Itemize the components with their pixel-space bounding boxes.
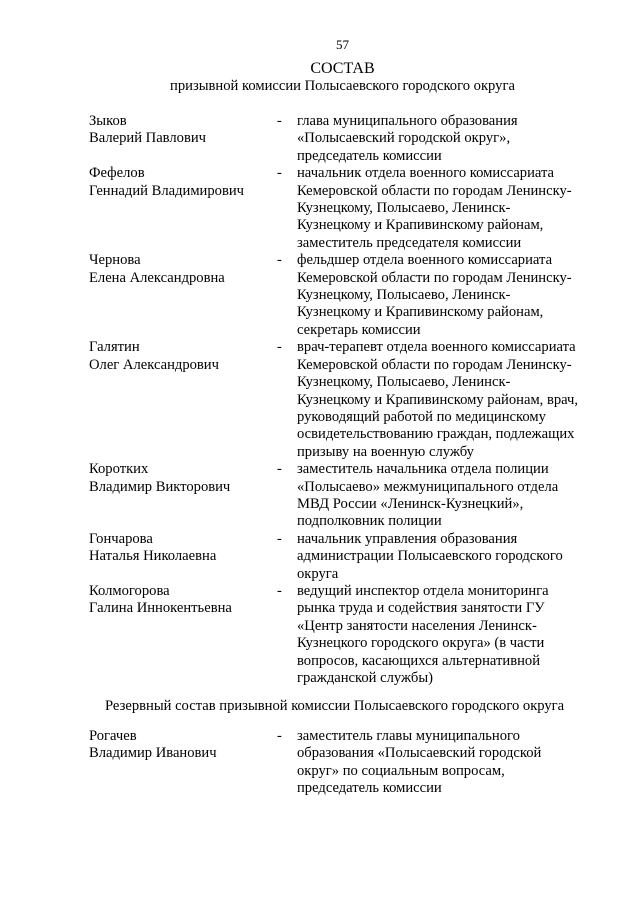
role-line: заместитель главы муниципального: [297, 728, 520, 744]
member-name: [89, 252, 289, 287]
member-role: [297, 165, 597, 252]
role-line: Кузнецкому, Полысаево, Ленинск-: [297, 374, 511, 391]
member-name: [89, 583, 289, 618]
member-entry: [0, 728, 640, 798]
member-dash: -: [277, 530, 282, 547]
role-line: секретарь комиссии: [297, 321, 421, 338]
reserve-heading: Резервный состав призывной комиссии Полысаевского городского округа: [105, 698, 565, 714]
role-line: председатель комиссии: [297, 147, 442, 164]
role-line: Кузнецкому и Крапивинскому районам, врач,: [297, 391, 579, 408]
role-line: гражданской службы): [297, 670, 433, 686]
member-given-names: Валерий Павлович: [89, 130, 206, 147]
document-title: СОСТАВ: [310, 60, 375, 77]
member-surname: Колмогорова: [89, 582, 170, 599]
commission-members-list: [0, 113, 640, 687]
member-entry: [0, 165, 640, 252]
role-line: руководящий работой по медицинскому: [297, 408, 546, 425]
member-role: [297, 339, 597, 461]
role-line: рынка труда и содействия занятости ГУ: [297, 600, 545, 617]
member-surname: Чернова: [89, 252, 141, 269]
member-surname: Галятин: [89, 339, 140, 356]
member-surname: Фефелов: [89, 165, 145, 182]
page-number: 57: [336, 37, 349, 52]
role-line: Кузнецкому, Полысаево, Ленинск-: [297, 287, 511, 304]
member-dash: -: [277, 165, 282, 182]
role-line: «Центр занятости населения Ленинск-: [297, 617, 537, 634]
role-line: МВД России «Ленинск-Кузнецкий»,: [297, 495, 524, 512]
role-line: врач-терапевт отдела военного комиссариата: [297, 339, 576, 356]
member-dash: -: [277, 582, 282, 599]
role-line: Кузнецкому и Крапивинскому районам,: [297, 304, 544, 321]
role-line: призыву на военную службу: [297, 443, 474, 460]
member-role: [297, 113, 597, 165]
member-name: [89, 339, 289, 374]
role-line: «Полысаево» межмуниципального отдела: [297, 478, 559, 495]
member-name: [89, 165, 289, 200]
member-name: [89, 728, 289, 763]
role-line: подполковник полиции: [297, 513, 442, 530]
role-line: Кемеровской области по городам Ленинску-: [297, 356, 572, 373]
member-given-names: Галина Иннокентьевна: [89, 600, 232, 617]
role-line: Кузнецкому и Крапивинскому районам,: [297, 217, 544, 234]
member-entry: [0, 252, 640, 339]
role-line: заместитель председателя комиссии: [297, 234, 522, 251]
member-entry: [0, 113, 640, 165]
role-line: округа: [297, 565, 339, 582]
member-given-names: Елена Александровна: [89, 269, 225, 286]
member-name: [89, 113, 289, 148]
member-entry: [0, 531, 640, 583]
role-line: Кемеровской области по городам Ленинску-: [297, 182, 572, 199]
member-given-names: Олег Александрович: [89, 356, 219, 373]
member-name: [89, 531, 289, 566]
role-line: «Полысаевский городской округ»,: [297, 130, 511, 147]
role-line: глава муниципального образования: [297, 113, 518, 129]
member-name: [89, 461, 289, 496]
member-dash: -: [277, 113, 282, 129]
role-line: образования «Полысаевский городской: [297, 745, 542, 762]
member-role: [297, 728, 597, 798]
document-subtitle: призывной комиссии Полысаевского городского округа: [170, 78, 515, 94]
member-surname: Зыков: [89, 113, 127, 129]
role-line: председатель комиссии: [297, 780, 442, 797]
role-line: Кузнецкому, Полысаево, Ленинск-: [297, 200, 511, 217]
role-line: Кузнецкого городского округа» (в части: [297, 635, 545, 652]
member-entry: [0, 461, 640, 531]
member-surname: Гончарова: [89, 530, 153, 547]
member-dash: -: [277, 252, 282, 269]
role-line: ведущий инспектор отдела мониторинга: [297, 582, 549, 599]
role-line: администрации Полысаевского городского: [297, 548, 563, 565]
role-line: заместитель начальника отдела полиции: [297, 461, 549, 478]
member-entry: [0, 583, 640, 687]
role-line: фельдшер отдела военного комиссариата: [297, 252, 553, 269]
member-surname: Коротких: [89, 461, 149, 478]
role-line: освидетельствованию граждан, подлежащих: [297, 426, 575, 443]
member-surname: Рогачев: [89, 728, 137, 744]
member-role: [297, 531, 597, 583]
member-role: [297, 583, 597, 687]
member-dash: -: [277, 339, 282, 356]
member-dash: -: [277, 728, 282, 744]
member-given-names: Владимир Иванович: [89, 745, 217, 762]
role-line: начальник управления образования: [297, 530, 518, 547]
member-given-names: Владимир Викторович: [89, 478, 231, 495]
role-line: начальник отдела военного комиссариата: [297, 165, 555, 182]
member-given-names: Геннадий Владимирович: [89, 182, 245, 199]
member-dash: -: [277, 461, 282, 478]
member-role: [297, 252, 597, 339]
role-line: Кемеровской области по городам Ленинску-: [297, 269, 572, 286]
role-line: вопросов, касающихся альтернативной: [297, 652, 541, 669]
member-role: [297, 461, 597, 531]
role-line: округ» по социальным вопросам,: [297, 762, 505, 779]
member-entry: [0, 339, 640, 461]
reserve-members-list: [0, 728, 640, 798]
member-given-names: Наталья Николаевна: [89, 548, 217, 565]
